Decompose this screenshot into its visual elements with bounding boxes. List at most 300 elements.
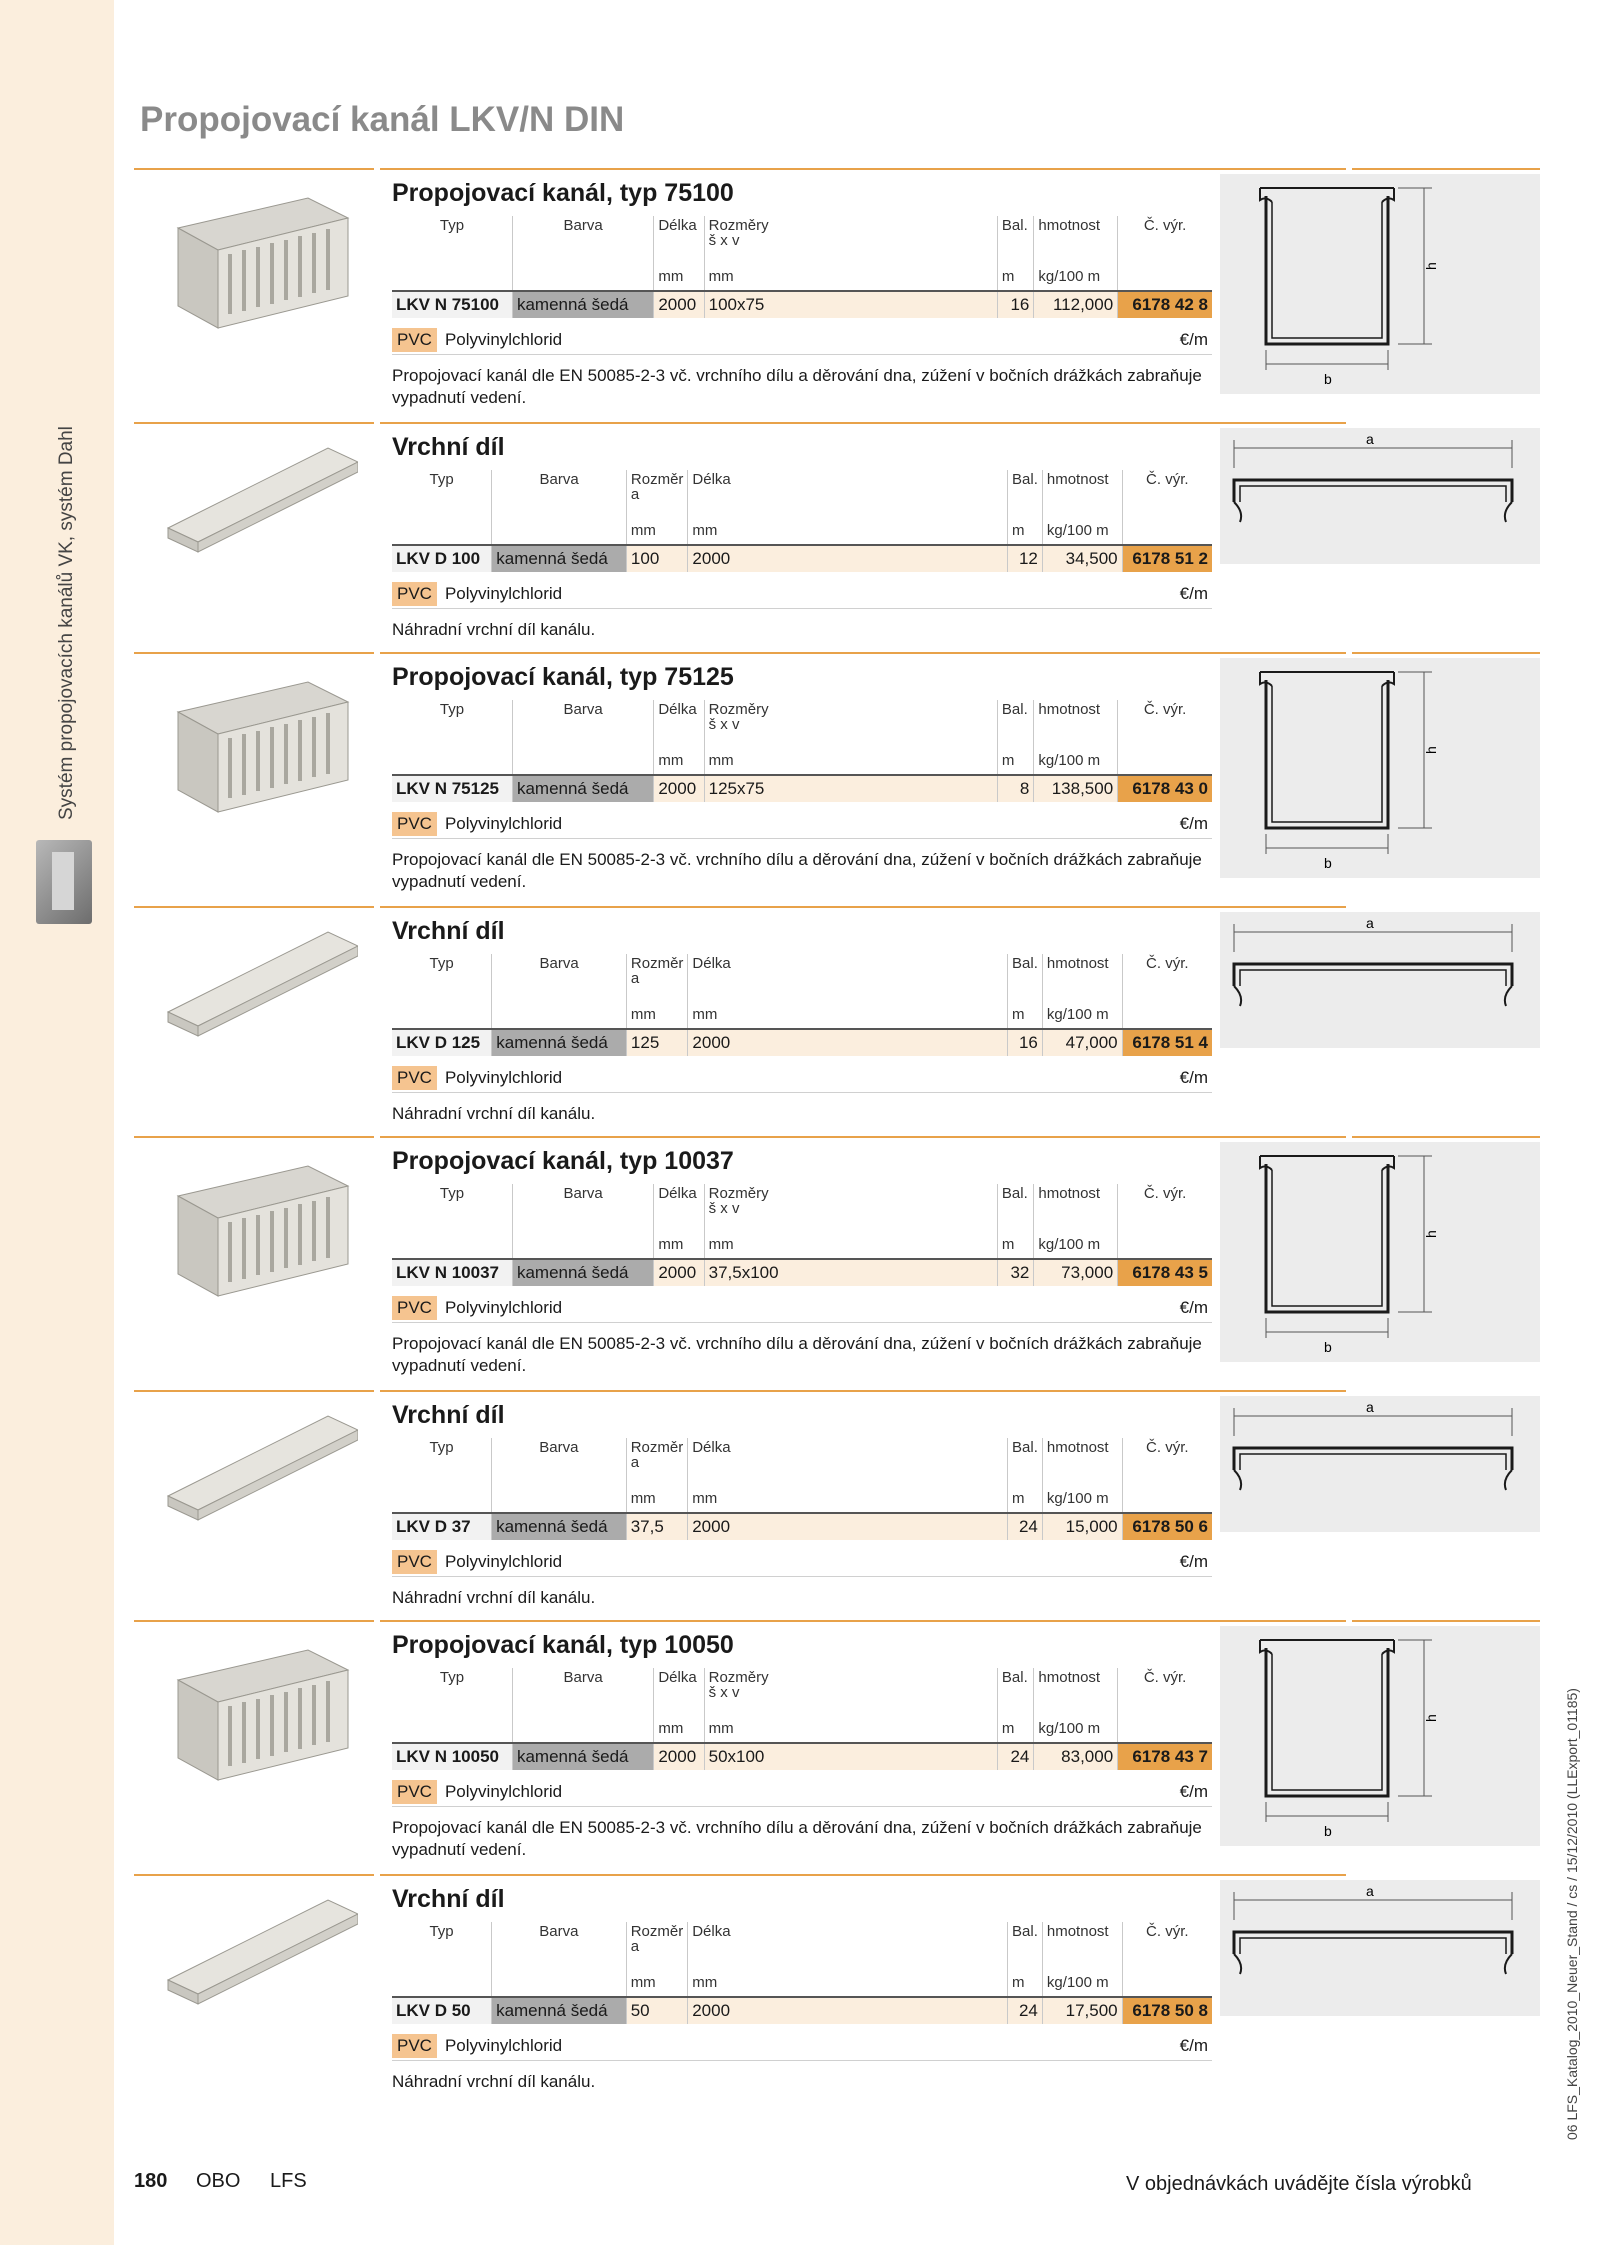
material-code: PVC xyxy=(392,2034,437,2058)
col-typ: Typ xyxy=(429,1923,454,1940)
unit-bal: m xyxy=(997,262,1034,291)
material-name: Polyvinylchlorid xyxy=(444,330,563,349)
section-divider xyxy=(380,422,1346,424)
section-divider xyxy=(1352,1390,1540,1392)
section-divider xyxy=(1352,422,1540,424)
product-color: kamenná šedá xyxy=(492,545,627,572)
col-delka: Délka xyxy=(654,700,704,746)
col-bal: Bal. xyxy=(997,700,1034,746)
material-code: PVC xyxy=(392,582,437,606)
dimension-h-label: h xyxy=(1423,262,1439,270)
col-bal: Bal. xyxy=(1008,954,1043,1000)
product-color: kamenná šedá xyxy=(512,1259,653,1286)
col-rozmer-label: Rozměr xyxy=(630,471,684,488)
price-unit: €/m xyxy=(1179,584,1208,603)
cover-spec-table xyxy=(392,1438,1212,1540)
product-description: Propojovací kanál dle EN 50085-2-3 vč. vrchního dílu a děrování dna, zúžení v bočních drážkách zabraňuje vypadnutí vedení. xyxy=(392,366,1202,407)
channel-block xyxy=(392,176,1350,409)
product-article-number: 6178 51 2 xyxy=(1122,545,1212,572)
col-barva: Barva xyxy=(512,1668,653,1714)
col-cvyr: Č. výr. xyxy=(1122,954,1212,1000)
section-divider xyxy=(1352,652,1540,654)
col-delka: Délka xyxy=(688,1438,1008,1484)
unit-cell xyxy=(1118,1230,1212,1259)
product-size: 37,5 xyxy=(626,1513,688,1540)
unit-bal: m xyxy=(1008,1968,1043,1997)
price-unit: €/m xyxy=(1179,1298,1208,1317)
col-rozmery xyxy=(704,700,997,746)
product-weight: 83,000 xyxy=(1034,1743,1118,1770)
channel-product-image xyxy=(158,672,358,822)
col-rozmer-label: Rozměr xyxy=(630,1923,684,1940)
unit-cell xyxy=(392,1000,492,1029)
col-cvyr: Č. výr. xyxy=(1118,1668,1212,1714)
col-rozmer xyxy=(626,1922,688,1968)
cover-block xyxy=(392,914,1350,1125)
unit-hmotnost: kg/100 m xyxy=(1042,1484,1122,1513)
col-rozmer xyxy=(626,470,688,516)
col-delka: Délka xyxy=(654,1184,704,1230)
unit-delka: mm xyxy=(688,1484,1008,1513)
section-divider xyxy=(134,906,374,908)
col-rozmery-label: Rozměry xyxy=(708,1185,769,1202)
col-rozmery-sub: š x v xyxy=(708,1200,740,1217)
col-barva: Barva xyxy=(492,1922,627,1968)
cover-spec-table xyxy=(392,954,1212,1056)
col-rozmer-sub: a xyxy=(630,486,640,503)
brand-name: OBO xyxy=(196,2170,241,2192)
col-bal: Bal. xyxy=(1008,470,1043,516)
channel-title: Propojovací kanál, typ 10050 xyxy=(392,1631,734,1659)
section-divider xyxy=(134,1136,374,1138)
table-row xyxy=(392,1029,1212,1056)
col-cvyr: Č. výr. xyxy=(1118,700,1212,746)
col-rozmer xyxy=(626,1438,688,1484)
product-section xyxy=(134,168,1540,652)
dimension-a-label: a xyxy=(1366,431,1374,447)
product-weight: 138,500 xyxy=(1034,775,1118,802)
channel-block xyxy=(392,1144,1350,1377)
col-rozmer-sub: a xyxy=(630,970,640,987)
unit-cell xyxy=(392,1714,512,1743)
unit-hmotnost: kg/100 m xyxy=(1042,1968,1122,1997)
cover-spec-table xyxy=(392,1922,1212,2024)
unit-hmotnost: kg/100 m xyxy=(1034,1714,1118,1743)
dimension-h-label: h xyxy=(1423,1714,1439,1722)
col-typ: Typ xyxy=(439,701,465,718)
col-bal: Bal. xyxy=(1008,1922,1043,1968)
channel-product-image xyxy=(158,1156,358,1306)
product-length: 2000 xyxy=(654,1743,704,1770)
product-length: 2000 xyxy=(688,1029,1008,1056)
product-description: Propojovací kanál dle EN 50085-2-3 vč. vrchního dílu a děrování dna, zúžení v bočních drážkách zabraňuje vypadnutí vedení. xyxy=(392,850,1202,891)
unit-bal: m xyxy=(1008,1000,1043,1029)
table-row xyxy=(392,1259,1212,1286)
col-rozmery xyxy=(704,1668,997,1714)
section-divider xyxy=(380,652,1346,654)
dimension-a-label: a xyxy=(1366,915,1374,931)
col-cvyr: Č. výr. xyxy=(1118,1184,1212,1230)
col-rozmery-label: Rozměry xyxy=(708,1669,769,1686)
channel-title: Propojovací kanál, typ 75125 xyxy=(392,663,734,691)
product-description: Náhradní vrchní díl kanálu. xyxy=(392,1104,596,1123)
col-typ: Typ xyxy=(439,1185,465,1202)
unit-cell xyxy=(392,1230,512,1259)
product-type: LKV N 75125 xyxy=(392,775,512,802)
cover-product-image xyxy=(158,1406,358,1536)
table-row xyxy=(392,291,1212,318)
unit-cell xyxy=(392,1968,492,1997)
page-number: 180 xyxy=(134,2170,168,2192)
dimension-b-label: b xyxy=(1324,1339,1332,1355)
product-section xyxy=(134,1620,1540,2104)
col-rozmer-label: Rozměr xyxy=(630,1439,684,1456)
material-row xyxy=(392,2032,1212,2061)
material-name: Polyvinylchlorid xyxy=(444,1782,563,1801)
section-divider xyxy=(380,1874,1346,1876)
section-divider xyxy=(134,1874,374,1876)
section-divider xyxy=(134,1620,374,1622)
unit-cell xyxy=(492,516,627,545)
unit-delka: mm xyxy=(654,1230,704,1259)
unit-cell xyxy=(512,746,653,775)
product-dimensions: 37,5x100 xyxy=(704,1259,997,1286)
col-rozmer-sub: a xyxy=(630,1454,640,1471)
channel-product-image xyxy=(158,188,358,338)
product-length: 2000 xyxy=(654,775,704,802)
product-dimensions: 50x100 xyxy=(704,1743,997,1770)
product-size: 125 xyxy=(626,1029,688,1056)
channel-title: Propojovací kanál, typ 75100 xyxy=(392,179,734,207)
unit-delka: mm xyxy=(654,746,704,775)
col-rozmery-label: Rozměry xyxy=(708,217,769,234)
col-rozmery-label: Rozměry xyxy=(708,701,769,718)
col-hmotnost: hmotnost xyxy=(1042,1922,1122,1968)
material-name: Polyvinylchlorid xyxy=(444,1298,563,1317)
section-divider xyxy=(380,906,1346,908)
col-delka: Délka xyxy=(654,1668,704,1714)
unit-hmotnost: kg/100 m xyxy=(1034,1230,1118,1259)
col-rozmer-label: Rozměr xyxy=(630,955,684,972)
section-divider xyxy=(380,1136,1346,1138)
material-name: Polyvinylchlorid xyxy=(444,584,563,603)
price-unit: €/m xyxy=(1179,2036,1208,2055)
material-row xyxy=(392,326,1212,355)
unit-rozmer: mm xyxy=(626,1968,688,1997)
channel-block xyxy=(392,660,1350,893)
unit-bal: m xyxy=(1008,1484,1043,1513)
product-section xyxy=(134,1136,1540,1620)
product-size: 100 xyxy=(626,545,688,572)
col-barva: Barva xyxy=(492,470,627,516)
col-barva: Barva xyxy=(512,1184,653,1230)
product-description: Náhradní vrchní díl kanálu. xyxy=(392,620,596,639)
col-rozmery xyxy=(704,216,997,262)
unit-delka: mm xyxy=(654,1714,704,1743)
product-type: LKV D 125 xyxy=(392,1029,492,1056)
col-hmotnost: hmotnost xyxy=(1042,954,1122,1000)
product-dimensions: 100x75 xyxy=(704,291,997,318)
unit-cell xyxy=(1118,746,1212,775)
material-code: PVC xyxy=(392,1550,437,1574)
page-title: Propojovací kanál LKV/N DIN xyxy=(140,100,625,139)
unit-cell xyxy=(1122,1968,1212,1997)
section-divider xyxy=(1352,1620,1540,1622)
col-rozmery-sub: š x v xyxy=(708,1684,740,1701)
product-type: LKV N 75100 xyxy=(392,291,512,318)
dimension-b-label: b xyxy=(1324,371,1332,387)
material-code: PVC xyxy=(392,1296,437,1320)
col-rozmery-sub: š x v xyxy=(708,232,740,249)
side-channel-thumbnail xyxy=(36,840,92,924)
unit-cell xyxy=(1122,516,1212,545)
unit-bal: m xyxy=(997,746,1034,775)
price-unit: €/m xyxy=(1179,1068,1208,1087)
unit-cell xyxy=(1118,1714,1212,1743)
col-bal: Bal. xyxy=(1008,1438,1043,1484)
product-color: kamenná šedá xyxy=(512,1743,653,1770)
product-color: kamenná šedá xyxy=(492,1997,627,2024)
col-bal: Bal. xyxy=(997,1668,1034,1714)
unit-cell xyxy=(492,1484,627,1513)
product-length: 2000 xyxy=(654,291,704,318)
col-barva: Barva xyxy=(512,700,653,746)
table-row xyxy=(392,1743,1212,1770)
col-typ: Typ xyxy=(429,471,454,488)
product-pack: 24 xyxy=(1008,1513,1043,1540)
col-delka: Délka xyxy=(688,954,1008,1000)
dimension-h-label: h xyxy=(1423,1230,1439,1238)
side-label: Systém propojovacích kanálů VK, systém Dahl xyxy=(56,426,77,820)
product-article-number: 6178 42 8 xyxy=(1118,291,1212,318)
unit-hmotnost: kg/100 m xyxy=(1034,746,1118,775)
col-cvyr: Č. výr. xyxy=(1122,1922,1212,1968)
product-article-number: 6178 51 4 xyxy=(1122,1029,1212,1056)
product-section xyxy=(134,652,1540,1136)
unit-bal: m xyxy=(997,1714,1034,1743)
section-divider xyxy=(380,1620,1346,1622)
material-name: Polyvinylchlorid xyxy=(444,1552,563,1571)
col-rozmer-sub: a xyxy=(630,1938,640,1955)
table-row xyxy=(392,775,1212,802)
price-unit: €/m xyxy=(1179,814,1208,833)
material-name: Polyvinylchlorid xyxy=(444,1068,563,1087)
unit-delka: mm xyxy=(688,1000,1008,1029)
unit-cell xyxy=(1122,1000,1212,1029)
col-typ: Typ xyxy=(429,955,454,972)
dimension-h-label: h xyxy=(1423,746,1439,754)
section-divider xyxy=(134,1390,374,1392)
material-row xyxy=(392,1548,1212,1577)
order-note: V objednávkách uvádějte čísla výrobků xyxy=(1126,2173,1472,2195)
unit-cell xyxy=(392,516,492,545)
dimension-a-label: a xyxy=(1366,1399,1374,1415)
col-bal: Bal. xyxy=(997,1184,1034,1230)
division-name: LFS xyxy=(270,2170,307,2192)
product-type: LKV D 50 xyxy=(392,1997,492,2024)
unit-hmotnost: kg/100 m xyxy=(1042,516,1122,545)
product-pack: 12 xyxy=(1008,545,1043,572)
section-divider xyxy=(1352,1136,1540,1138)
channel-spec-table xyxy=(392,700,1212,802)
channel-spec-table xyxy=(392,1668,1212,1770)
dimension-b-label: b xyxy=(1324,855,1332,871)
unit-rozmery: mm xyxy=(704,1230,997,1259)
material-row xyxy=(392,810,1212,839)
col-hmotnost: hmotnost xyxy=(1034,700,1118,746)
col-typ: Typ xyxy=(439,1669,465,1686)
col-barva: Barva xyxy=(492,1438,627,1484)
unit-cell xyxy=(492,1968,627,1997)
product-type: LKV D 100 xyxy=(392,545,492,572)
col-hmotnost: hmotnost xyxy=(1042,1438,1122,1484)
material-code: PVC xyxy=(392,1066,437,1090)
product-color: kamenná šedá xyxy=(492,1513,627,1540)
col-barva: Barva xyxy=(512,216,653,262)
cover-block xyxy=(392,1398,1350,1609)
col-typ: Typ xyxy=(429,1439,454,1456)
col-hmotnost: hmotnost xyxy=(1042,470,1122,516)
product-color: kamenná šedá xyxy=(512,291,653,318)
product-description: Náhradní vrchní díl kanálu. xyxy=(392,2072,596,2091)
product-description: Náhradní vrchní díl kanálu. xyxy=(392,1588,596,1607)
product-pack: 16 xyxy=(1008,1029,1043,1056)
product-pack: 24 xyxy=(997,1743,1034,1770)
unit-cell xyxy=(512,1230,653,1259)
product-article-number: 6178 43 5 xyxy=(1118,1259,1212,1286)
product-weight: 112,000 xyxy=(1034,291,1118,318)
product-article-number: 6178 50 6 xyxy=(1122,1513,1212,1540)
unit-delka: mm xyxy=(688,516,1008,545)
table-row xyxy=(392,545,1212,572)
document-code: 06 LFS_Katalog_2010_Neuer_Stand / cs / 15/12/2010 (LLExport_01185) xyxy=(1564,1688,1580,2140)
table-row xyxy=(392,1513,1212,1540)
col-cvyr: Č. výr. xyxy=(1122,1438,1212,1484)
unit-hmotnost: kg/100 m xyxy=(1034,262,1118,291)
material-code: PVC xyxy=(392,328,437,352)
section-divider xyxy=(134,168,374,170)
material-row xyxy=(392,1064,1212,1093)
product-weight: 73,000 xyxy=(1034,1259,1118,1286)
product-length: 2000 xyxy=(688,1513,1008,1540)
unit-cell xyxy=(392,262,512,291)
material-code: PVC xyxy=(392,812,437,836)
channel-spec-table xyxy=(392,216,1212,318)
col-hmotnost: hmotnost xyxy=(1034,1184,1118,1230)
product-size: 50 xyxy=(626,1997,688,2024)
unit-cell xyxy=(1118,262,1212,291)
unit-cell xyxy=(392,746,512,775)
product-article-number: 6178 50 8 xyxy=(1122,1997,1212,2024)
product-article-number: 6178 43 7 xyxy=(1118,1743,1212,1770)
product-pack: 32 xyxy=(997,1259,1034,1286)
cover-title: Vrchní díl xyxy=(392,1401,505,1429)
material-name: Polyvinylchlorid xyxy=(444,814,563,833)
cover-product-image xyxy=(158,1890,358,2020)
cover-title: Vrchní díl xyxy=(392,433,505,461)
col-hmotnost: hmotnost xyxy=(1034,216,1118,262)
material-row xyxy=(392,1778,1212,1807)
col-hmotnost: hmotnost xyxy=(1034,1668,1118,1714)
table-row xyxy=(392,1997,1212,2024)
unit-rozmery: mm xyxy=(704,262,997,291)
col-typ: Typ xyxy=(439,217,465,234)
product-length: 2000 xyxy=(654,1259,704,1286)
section-divider xyxy=(134,652,374,654)
product-weight: 17,500 xyxy=(1042,1997,1122,2024)
product-weight: 34,500 xyxy=(1042,545,1122,572)
product-article-number: 6178 43 0 xyxy=(1118,775,1212,802)
product-description: Propojovací kanál dle EN 50085-2-3 vč. vrchního dílu a děrování dna, zúžení v bočních drážkách zabraňuje vypadnutí vedení. xyxy=(392,1818,1202,1859)
product-length: 2000 xyxy=(688,545,1008,572)
unit-cell xyxy=(512,262,653,291)
unit-rozmer: mm xyxy=(626,1000,688,1029)
col-cvyr: Č. výr. xyxy=(1118,216,1212,262)
product-length: 2000 xyxy=(688,1997,1008,2024)
cover-block xyxy=(392,1882,1350,2093)
price-unit: €/m xyxy=(1179,1552,1208,1571)
product-type: LKV N 10037 xyxy=(392,1259,512,1286)
material-name: Polyvinylchlorid xyxy=(444,2036,563,2055)
product-pack: 24 xyxy=(1008,1997,1043,2024)
product-pack: 8 xyxy=(997,775,1034,802)
col-delka: Délka xyxy=(688,470,1008,516)
unit-hmotnost: kg/100 m xyxy=(1042,1000,1122,1029)
col-delka: Délka xyxy=(688,1922,1008,1968)
unit-rozmery: mm xyxy=(704,1714,997,1743)
product-pack: 16 xyxy=(997,291,1034,318)
unit-cell xyxy=(512,1714,653,1743)
dimension-b-label: b xyxy=(1324,1823,1332,1839)
product-description: Propojovací kanál dle EN 50085-2-3 vč. vrchního dílu a děrování dna, zúžení v bočních drážkách zabraňuje vypadnutí vedení. xyxy=(392,1334,1202,1375)
col-rozmery xyxy=(704,1184,997,1230)
material-row xyxy=(392,580,1212,609)
product-type: LKV N 10050 xyxy=(392,1743,512,1770)
section-divider xyxy=(380,1390,1346,1392)
col-cvyr: Č. výr. xyxy=(1122,470,1212,516)
unit-rozmer: mm xyxy=(626,1484,688,1513)
cover-product-image xyxy=(158,922,358,1052)
cover-product-image xyxy=(158,438,358,568)
section-divider xyxy=(1352,906,1540,908)
section-divider xyxy=(380,168,1346,170)
cover-spec-table xyxy=(392,470,1212,572)
price-unit: €/m xyxy=(1179,1782,1208,1801)
product-dimensions: 125x75 xyxy=(704,775,997,802)
product-weight: 15,000 xyxy=(1042,1513,1122,1540)
sidebar-band xyxy=(0,0,114,2245)
unit-rozmer: mm xyxy=(626,516,688,545)
unit-cell xyxy=(492,1000,627,1029)
unit-cell xyxy=(1122,1484,1212,1513)
product-color: kamenná šedá xyxy=(492,1029,627,1056)
unit-delka: mm xyxy=(654,262,704,291)
material-code: PVC xyxy=(392,1780,437,1804)
channel-spec-table xyxy=(392,1184,1212,1286)
section-divider xyxy=(134,422,374,424)
col-barva: Barva xyxy=(492,954,627,1000)
product-color: kamenná šedá xyxy=(512,775,653,802)
channel-product-image xyxy=(158,1640,358,1790)
unit-bal: m xyxy=(997,1230,1034,1259)
section-divider xyxy=(1352,168,1540,170)
channel-title: Propojovací kanál, typ 10037 xyxy=(392,1147,734,1175)
product-type: LKV D 37 xyxy=(392,1513,492,1540)
product-weight: 47,000 xyxy=(1042,1029,1122,1056)
dimension-a-label: a xyxy=(1366,1883,1374,1899)
price-unit: €/m xyxy=(1179,330,1208,349)
section-divider xyxy=(1352,1874,1540,1876)
